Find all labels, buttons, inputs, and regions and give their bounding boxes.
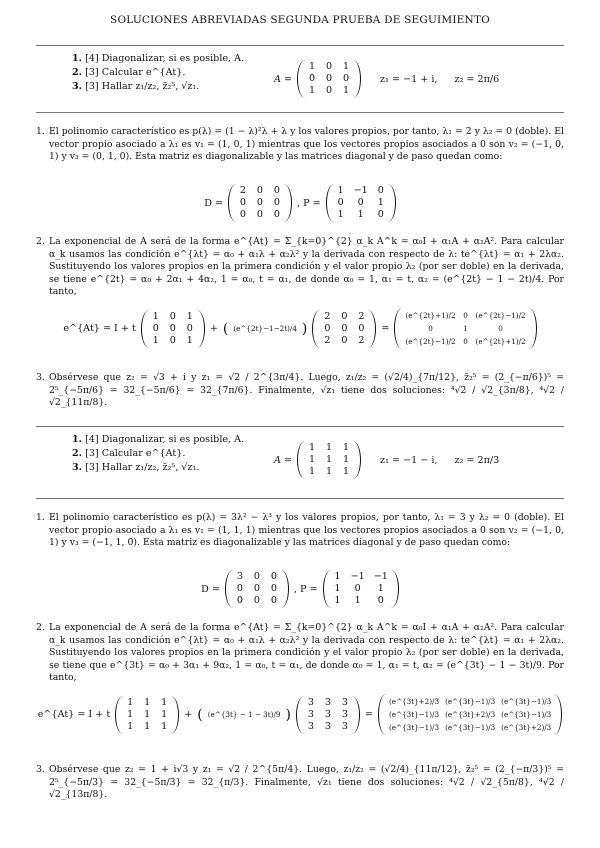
matrix-cell: 3 — [341, 696, 348, 708]
matrix-right-paren — [367, 310, 376, 348]
matrix-left-paren — [228, 184, 237, 222]
matrix-cell: 1 — [325, 442, 333, 453]
matrix-cell: 1 — [334, 571, 341, 582]
matrix-M1-1 — [141, 310, 205, 348]
matrix-cell: 1 — [342, 454, 350, 465]
matrix-cell: 1 — [308, 61, 316, 72]
matrix-D-2 — [225, 570, 289, 608]
matrix-cell: 3 — [324, 708, 331, 720]
solution-1-3: 3. Obsérvese que z₂ = √3 + i y z₁ = √2 / 2^{3π/4}. Luego, z₁/z₂ = (√2/4)_{7π/12}, z̄₂⁵ = (2_{−π/6})⁵ = 2⁵_{−5π/6} = 32_{−5π/6} = 32_{7π/6}. Finalmente, √z₁ tiene dos soluciones: ⁴√2 / √2_{3π/8}, ⁴√2 / √2_{11π/8}. — [36, 372, 564, 409]
matrix-cell: 0 — [341, 322, 348, 334]
matrix-cell: 0 — [186, 322, 193, 334]
matrix-cell: 0 — [428, 324, 433, 333]
matrix-cell: 0 — [169, 322, 176, 334]
solution-2-3: 3. Obsérvese que z₂ = 1 + i√3 y z₁ = √2 / 2^{5π/4}. Luego, z₁/z₂ = (√2/4)_{11π/12}, z̄₂⁵ = (2_{−π/3})⁵ = 2⁵_{−5π/3} = 32_{−5π/3} = 32_{π/3}. Finalmente, √z₁ tiene dos soluciones: ⁴√2 / √2_{5π/8}, ⁴√2 / √2_{13π/8}. — [36, 764, 564, 801]
matrix-left-paren — [297, 441, 306, 479]
matrix-cell: 0 — [169, 334, 176, 346]
exponential-equation-1: e^{At} = I + t 1 0 1 0 0 0 1 0 1 + ( (e^{2t}−1−2t)/4 ) 2 0 2 0 0 0 2 0 2 = (e^{2t}+1)/2 0 (e^{2t}−1)/2 0 1 0 (e^{2t}−1)/2 0 (e^{2t}+1)/2 — [0, 308, 600, 349]
page-title: SOLUCIONES ABREVIADAS SEGUNDA PRUEBA DE SEGUIMIENTO — [110, 14, 490, 26]
matrix-cell: 1 — [377, 197, 384, 208]
solution-1-1: 1. El polinomio característico es p(λ) = (1 − λ)²λ + λ y los valores propios, por tanto, λ₁ = 2 y λ₂ = 0 (doble). El vector propio asociado a λ₁ es v₁ = (1, 0, 1) mientras que los vectores propios asociados a 0 son v₂ = (−1, 0, 1) y v₃ = (0, 1, 0). Esta matriz es diagonalizable y las matrices diagonal y de paso quedan como: — [36, 126, 564, 163]
matrix-cell: 1 — [161, 708, 168, 720]
matrix-cell: 0 — [273, 185, 281, 196]
matrix-left-paren — [326, 184, 335, 222]
matrix-cell: 1 — [308, 85, 316, 96]
matrix-A-2 — [297, 441, 361, 479]
matrix-cell: 1 — [377, 583, 384, 594]
alpha2-coef: (e^{2t}−1−2t)/4 — [233, 324, 297, 333]
matrix-cell: 1 — [342, 61, 350, 72]
matrix-cell: 3 — [341, 708, 348, 720]
task-item: 2. [3] Calcular e^{At}. — [72, 448, 186, 459]
matrix-cell: 0 — [239, 197, 247, 208]
matrix-cell: 1 — [127, 696, 134, 708]
matrix-cell: 0 — [325, 85, 333, 96]
matrix-cell: (e^{3t}+2)/3 — [445, 710, 496, 719]
matrix-left-paren — [296, 696, 305, 734]
matrix-right-paren — [170, 696, 179, 734]
matrix-cell: 0 — [236, 595, 243, 606]
matrix-cell: 0 — [325, 61, 333, 72]
exponential-equation-2: e^{At} = I + t 1 1 1 1 1 1 1 1 1 + ( (e^{3t} − 1 − 3t)/9 ) 3 3 3 3 3 3 3 3 3 = (e^{3t}+2)/3 (e^{3t}−1)/3 (e^{3t}−1)/3 (e^{3t}−1)/3 (e^{3t}+2)/3 (e^{3t}−1)/3 (e^{3t}−1)/3 (e^{3t}−1)/3 (e^{3t}+2)/3 — [0, 694, 600, 735]
matrix-cell: (e^{3t}+2)/3 — [388, 697, 440, 706]
matrix-cell: 0 — [239, 209, 247, 220]
matrix-cell: 2 — [239, 185, 247, 196]
matrix-cell: 1 — [342, 442, 350, 453]
matrix-cell: 0 — [377, 209, 384, 220]
matrix-right-paren — [528, 308, 537, 349]
matrix-P-2 — [323, 570, 399, 608]
matrix-cell: (e^{3t}+2)/3 — [501, 723, 552, 732]
matrix-cell: 3 — [324, 720, 331, 732]
matrix-cell: 1 — [342, 466, 350, 477]
divider — [36, 112, 564, 113]
matrix-cell: (e^{3t}−1)/3 — [445, 723, 496, 732]
matrix-cell: 0 — [253, 583, 260, 594]
matrix-cell: 1 — [463, 324, 468, 333]
matrix-left-paren — [394, 308, 403, 349]
matrix-result-2 — [378, 694, 562, 735]
matrix-left-paren — [225, 570, 234, 608]
matrix-left-paren — [323, 570, 332, 608]
matrix-cell: 1 — [186, 310, 193, 322]
matrix-cell: 0 — [253, 571, 260, 582]
matrix-cell: 1 — [325, 466, 333, 477]
matrix-right-paren — [390, 570, 399, 608]
matrix-cell: 0 — [463, 337, 468, 346]
matrix-cell: (e^{3t}−1)/3 — [388, 723, 440, 732]
matrix-cell: 3 — [307, 696, 314, 708]
matrix-D-1 — [228, 184, 292, 222]
task-list-2 — [72, 433, 244, 475]
matrix-cell: 0 — [354, 583, 361, 594]
matrix-cell: 1 — [308, 454, 316, 465]
matrix-cell: 1 — [325, 454, 333, 465]
matrix-cell: 1 — [308, 466, 316, 477]
matrix-cell: 3 — [324, 696, 331, 708]
matrix-left-paren — [297, 60, 306, 98]
matrix-cell: 0 — [358, 322, 365, 334]
matrix-right-paren — [351, 696, 360, 734]
matrix-cell: 0 — [256, 185, 264, 196]
matrix-cell: 0 — [357, 197, 364, 208]
diagonal-equation-2: D = 3 0 0 0 0 0 0 0 0 , P = 1 −1 −1 1 0 1 1 1 0 — [0, 570, 600, 608]
matrix-cell: 0 — [270, 595, 277, 606]
matrix-cell: 0 — [169, 310, 176, 322]
matrix-cell: 1 — [342, 85, 350, 96]
matrix-cell: 1 — [127, 720, 134, 732]
matrix-cell: 3 — [307, 720, 314, 732]
matrix-right-paren — [387, 184, 396, 222]
matrix-right-paren — [280, 570, 289, 608]
matrix-left-paren — [141, 310, 150, 348]
matrix-M2-2 — [296, 696, 360, 734]
matrix-cell: 1 — [308, 442, 316, 453]
matrix-cell: 0 — [337, 197, 344, 208]
task-item: 3. [3] Hallar z₁/z₂, z̄₂⁵, √z₁. — [72, 462, 200, 473]
matrix-cell: 0 — [324, 322, 331, 334]
matrix-left-paren — [312, 310, 321, 348]
matrix-cell: −1 — [373, 571, 388, 582]
matrix-cell: (e^{3t}−1)/3 — [445, 697, 496, 706]
task-item: 1. [4] Diagonalizar, si es posible, A. — [72, 53, 245, 64]
alpha2-coef: (e^{3t} − 1 − 3t)/9 — [207, 710, 281, 719]
matrix-cell: 0 — [236, 583, 243, 594]
matrix-cell: 0 — [256, 209, 264, 220]
solution-1-2: 2. La exponencial de A será de la forma e^{At} = Σ_{k=0}^{2} α_k A^k = α₀I + α₁A + α₂A². Para calcular α_k usamos las condición e^{λt} = α₀ + α₁λ + α₂λ² y la derivada con respecto de λ: te^{λt} = α₁ + 2λα₂. Sustituyendo los valores propios en la primera condición y el valor propio λ₂ (por ser doble) en la derivada, se tiene e^{2t} = α₀ + 2α₁ + 4α₂, 1 = α₀, t = α₁, de donde α₀ = 1, α₁ = t, α₂ = (e^{2t} − 1 − 2t)/4. Por tanto, — [36, 236, 564, 298]
matrix-cell: −1 — [350, 571, 365, 582]
matrix-cell: 0 — [270, 571, 277, 582]
matrix-cell: 3 — [236, 571, 243, 582]
matrix-cell: 3 — [341, 720, 348, 732]
matrix-cell: 2 — [324, 334, 331, 346]
given-data-2: A = 1 1 1 1 1 1 1 1 1 z₁ = −1 − i, z₂ = 2π/3 — [274, 442, 500, 477]
task-item: 2. [3] Calcular e^{At}. — [72, 67, 186, 78]
solution-2-1: 1. El polinomio característico es p(λ) = 3λ² − λ³ y los valores propios, por tanto, λ₁ = 3 y λ₂ = 0 (doble). El vector propio asociado a λ₁ es v₁ = (1, 1, 1) mientras que los vectores propios asociados a 0 son v₂ = (−1, 0, 1) y v₃ = (−1, 1, 0). Esta matriz es diagonalizable y las matrices diagonal y de paso quedan como: — [36, 512, 564, 549]
matrix-cell: 0 — [256, 197, 264, 208]
matrix-left-paren — [115, 696, 124, 734]
matrix-cell: (e^{2t}+1)/2 — [475, 337, 526, 346]
matrix-cell: 1 — [186, 334, 193, 346]
matrix-cell: (e^{3t}−1)/3 — [501, 697, 552, 706]
solution-2-2: 2. La exponencial de A será de la forma e^{At} = Σ_{k=0}^{2} α_k A^k = α₀I + α₁A + α₂A². Para calcular α_k usamos las condición e^{λt} = α₀ + α₁λ + α₂λ² y la derivada con respecto de λ: te^{λt} = α₁ + 2λα₂. Sustituyendo los valores propios en la primera condición y el valor propio λ₂ (por ser doble) en la derivada, se tiene que e^{3t} = α₀ + 3α₁ + 9α₂, 1 = α₀, t = α₁, de donde α₀ = 1, α₁ = t, α₂ = (e^{3t} − 1 − 3t)/9. Por tanto, — [36, 622, 564, 684]
matrix-cell: 1 — [337, 185, 344, 196]
matrix-cell: 0 — [273, 197, 281, 208]
matrix-cell: 1 — [161, 720, 168, 732]
matrix-cell: 1 — [152, 310, 159, 322]
task-item: 3. [3] Hallar z₁/z₂, z̄₂⁵, √z₁. — [72, 81, 200, 92]
matrix-M1-2 — [115, 696, 179, 734]
matrix-cell: 0 — [498, 324, 503, 333]
matrix-cell: 0 — [341, 334, 348, 346]
matrix-cell: 1 — [334, 595, 341, 606]
matrix-cell: 0 — [152, 322, 159, 334]
matrix-cell: (e^{2t}−1)/2 — [405, 337, 456, 346]
matrix-right-paren — [196, 310, 205, 348]
given-data-1: A = 1 0 1 0 0 0 1 0 1 z₁ = −1 + i, z₂ = 2π/6 — [274, 61, 500, 96]
matrix-cell: (e^{3t}−1)/3 — [501, 710, 552, 719]
matrix-cell: 2 — [358, 310, 365, 322]
matrix-M2-1 — [312, 310, 376, 348]
matrix-right-paren — [283, 184, 292, 222]
matrix-cell: 0 — [377, 595, 384, 606]
matrix-cell: 0 — [253, 595, 260, 606]
matrix-right-paren — [352, 441, 361, 479]
matrix-cell: 0 — [270, 583, 277, 594]
matrix-cell: 0 — [308, 73, 316, 84]
matrix-cell: 1 — [161, 696, 168, 708]
matrix-cell: (e^{2t}−1)/2 — [475, 311, 526, 320]
divider — [36, 45, 564, 46]
matrix-A-1 — [297, 60, 361, 98]
matrix-cell: 1 — [127, 708, 134, 720]
matrix-cell: (e^{2t}+1)/2 — [405, 311, 456, 320]
matrix-cell: 2 — [358, 334, 365, 346]
matrix-right-paren — [352, 60, 361, 98]
matrix-cell: 0 — [325, 73, 333, 84]
matrix-right-paren — [553, 694, 562, 735]
matrix-cell: 1 — [354, 595, 361, 606]
matrix-cell: 0 — [341, 310, 348, 322]
matrix-cell: 0 — [342, 73, 350, 84]
divider — [36, 498, 564, 499]
matrix-P-1 — [326, 184, 396, 222]
matrix-cell: 1 — [144, 708, 151, 720]
matrix-cell: 1 — [357, 209, 364, 220]
matrix-cell: 1 — [152, 334, 159, 346]
matrix-cell: 1 — [334, 583, 341, 594]
diagonal-equation-1: D = 2 0 0 0 0 0 0 0 0 , P = 1 −1 0 0 0 1 1 1 0 — [0, 184, 600, 222]
task-item: 1. [4] Diagonalizar, si es posible, A. — [72, 434, 245, 445]
matrix-result-1 — [394, 308, 536, 349]
matrix-cell: 1 — [337, 209, 344, 220]
matrix-cell: 0 — [273, 209, 281, 220]
matrix-left-paren — [378, 694, 387, 735]
matrix-cell: 2 — [324, 310, 331, 322]
matrix-cell: (e^{3t}−1)/3 — [388, 710, 440, 719]
matrix-cell: 1 — [144, 696, 151, 708]
divider — [36, 426, 564, 427]
matrix-cell: 3 — [307, 708, 314, 720]
matrix-cell: 0 — [377, 185, 384, 196]
matrix-cell: −1 — [353, 185, 368, 196]
matrix-cell: 1 — [144, 720, 151, 732]
matrix-cell: 0 — [463, 311, 468, 320]
task-list-1 — [72, 52, 244, 94]
